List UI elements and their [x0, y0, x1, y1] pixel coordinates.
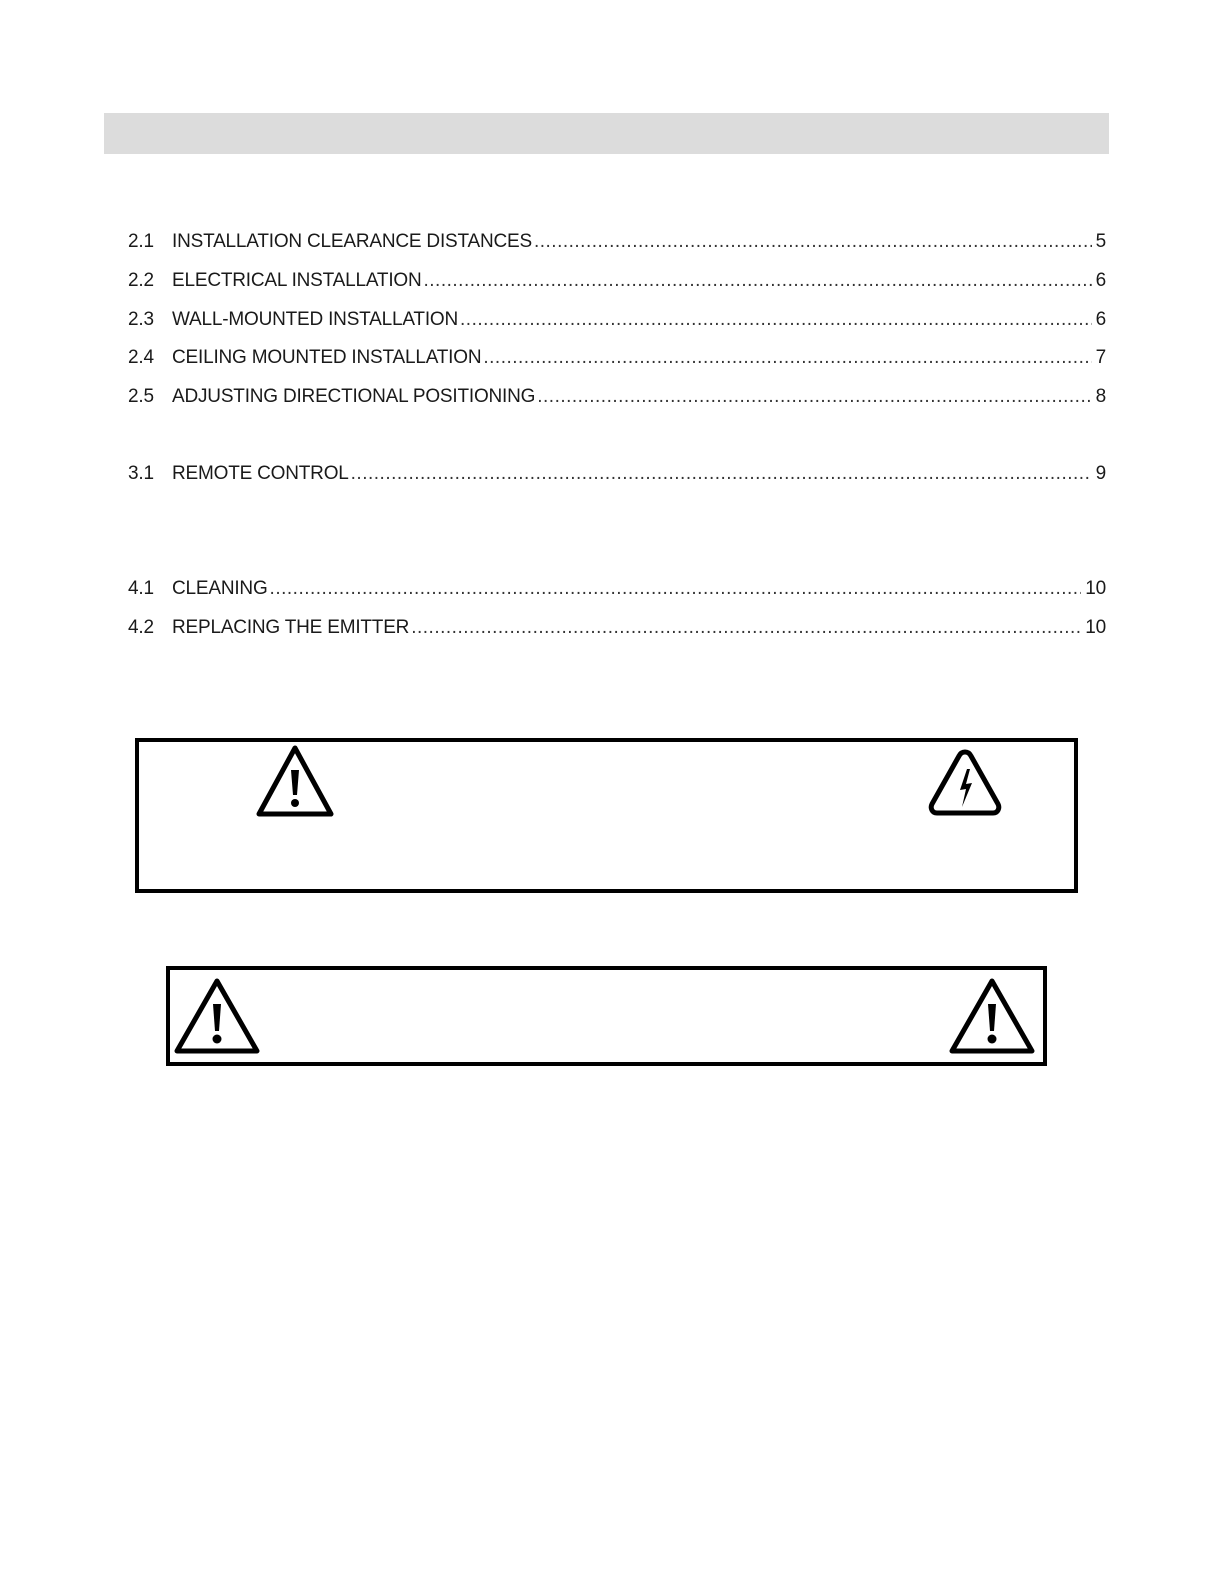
toc-dot-leader — [411, 617, 1081, 639]
toc-entry[interactable] — [128, 231, 1106, 259]
toc-entry-page: 5 — [1095, 231, 1106, 252]
toc-entry-title: CEILING MOUNTED INSTALLATION — [172, 347, 482, 368]
toc-entry-page: 6 — [1095, 309, 1106, 330]
toc-entry-number: 4.1 — [128, 578, 154, 599]
toc-entry[interactable] — [128, 617, 1106, 645]
toc-entry-title: REPLACING THE EMITTER — [172, 617, 410, 638]
electric-shock-warning-icon — [927, 747, 1003, 817]
toc-entry[interactable] — [128, 578, 1106, 606]
toc-entry-number: 2.3 — [128, 309, 154, 330]
toc-entry-page: 9 — [1095, 463, 1106, 484]
toc-entry[interactable] — [128, 386, 1106, 414]
toc-entry-number: 2.1 — [128, 231, 154, 252]
toc-entry-number: 2.5 — [128, 386, 154, 407]
warning-exclamation-icon — [255, 744, 335, 818]
toc-dot-leader — [270, 578, 1082, 600]
section-header-bar — [104, 113, 1109, 154]
toc-entry-page: 10 — [1085, 617, 1106, 638]
toc-entry[interactable] — [128, 347, 1106, 375]
toc-entry-title: ADJUSTING DIRECTIONAL POSITIONING — [172, 386, 536, 407]
toc-entry-title: INSTALLATION CLEARANCE DISTANCES — [172, 231, 532, 252]
toc-entry-page: 6 — [1095, 270, 1106, 291]
toc-entry-number: 2.2 — [128, 270, 154, 291]
toc-entry-number: 4.2 — [128, 617, 154, 638]
warning-exclamation-icon — [173, 977, 261, 1055]
toc-entry[interactable] — [128, 463, 1106, 491]
toc-entry-number: 3.1 — [128, 463, 154, 484]
toc-entry-number: 2.4 — [128, 347, 154, 368]
toc-entry[interactable] — [128, 270, 1106, 298]
toc-entry-page: 7 — [1095, 347, 1106, 368]
toc-dot-leader — [351, 463, 1092, 485]
warning-exclamation-icon — [948, 977, 1036, 1055]
toc-entry[interactable] — [128, 309, 1106, 337]
toc-dot-leader — [537, 386, 1091, 408]
toc-entry-title: WALL-MOUNTED INSTALLATION — [172, 309, 459, 330]
caution-warning-box — [166, 966, 1047, 1066]
toc-entry-title: ELECTRICAL INSTALLATION — [172, 270, 422, 291]
toc-entry-page: 10 — [1085, 578, 1106, 599]
toc-entry-title: REMOTE CONTROL — [172, 463, 349, 484]
toc-entry-title: CLEANING — [172, 578, 268, 599]
toc-dot-leader — [534, 231, 1092, 253]
toc-dot-leader — [483, 347, 1091, 369]
toc-dot-leader — [424, 270, 1092, 292]
toc-dot-leader — [460, 309, 1092, 331]
toc-entry-page: 8 — [1095, 386, 1106, 407]
